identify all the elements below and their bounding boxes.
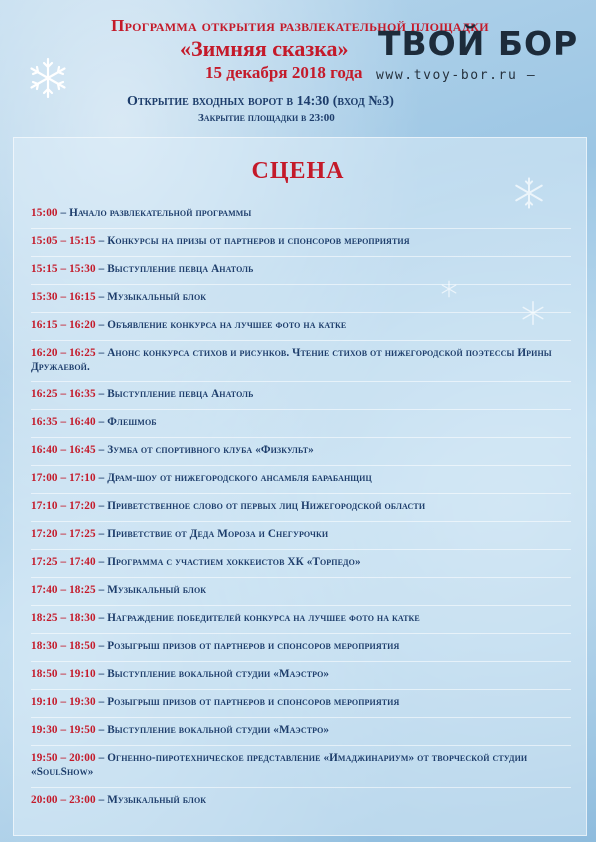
divider xyxy=(31,465,571,466)
schedule-time: 16:40 – 16:45 xyxy=(31,444,96,456)
schedule-separator: – xyxy=(95,444,108,456)
schedule-time: 19:10 – 19:30 xyxy=(31,696,96,708)
schedule-item xyxy=(31,319,571,333)
schedule-separator: – xyxy=(95,556,108,568)
schedule-separator: – xyxy=(95,416,108,428)
schedule-description: Музыкальный блок xyxy=(107,794,207,806)
divider xyxy=(31,381,571,382)
schedule-item xyxy=(31,388,571,402)
divider xyxy=(31,312,571,313)
schedule-separator: – xyxy=(95,724,108,736)
schedule-description: Драм-шоу от нижегородского ансамбля барабанщиц xyxy=(107,472,372,484)
divider xyxy=(31,605,571,606)
schedule-separator: – xyxy=(95,472,108,484)
divider xyxy=(31,689,571,690)
schedule-item xyxy=(31,794,571,808)
gate-opening-time: Открытие входных ворот в 14:30 (вход №3) xyxy=(127,94,394,109)
schedule-description: Розыгрыш призов от партнеров и спонсоров мероприятия xyxy=(107,696,400,708)
schedule-description: Музыкальный блок xyxy=(107,291,207,303)
schedule-time: 16:25 – 16:35 xyxy=(31,388,96,400)
schedule-separator: – xyxy=(57,207,70,219)
divider xyxy=(31,340,571,341)
schedule-separator: – xyxy=(95,319,108,331)
schedule-item xyxy=(31,207,571,221)
schedule-description: Объявление конкурса на лучшее фото на катке xyxy=(107,319,347,331)
schedule-item xyxy=(31,696,571,710)
schedule-item xyxy=(31,235,571,249)
schedule-description: Выступление певца Анатоль xyxy=(107,263,254,275)
schedule-time: 17:40 – 18:25 xyxy=(31,584,96,596)
schedule-description: Начало развлекательной программы xyxy=(69,207,252,219)
schedule-separator: – xyxy=(95,668,108,680)
program-title: Программа открытия развлекательной площадки xyxy=(111,16,489,35)
divider xyxy=(31,493,571,494)
schedule-separator: – xyxy=(95,612,108,624)
schedule-time: 20:00 – 23:00 xyxy=(31,794,96,806)
schedule-description: Розыгрыш призов от партнеров и спонсоров мероприятия xyxy=(107,640,400,652)
schedule-time: 18:30 – 18:50 xyxy=(31,640,96,652)
schedule-separator: – xyxy=(95,696,108,708)
schedule-description: Зумба от спортивного клуба «Физкульт» xyxy=(107,444,314,456)
schedule-description: Приветствие от Деда Мороза и Снегурочки xyxy=(107,528,329,540)
schedule-description: Флешмоб xyxy=(107,416,157,428)
schedule-description: Выступление певца Анатоль xyxy=(107,388,254,400)
schedule-description: Выступление вокальной студии «Маэстро» xyxy=(107,668,330,680)
divider xyxy=(31,284,571,285)
schedule-item xyxy=(31,724,571,738)
divider xyxy=(31,521,571,522)
schedule-separator: – xyxy=(95,388,108,400)
schedule-item xyxy=(31,472,571,486)
logo: ТВОЙ БОР xyxy=(378,24,579,63)
closing-time: Закрытие площадки в 23:00 xyxy=(198,112,335,124)
schedule-time: 17:10 – 17:20 xyxy=(31,500,96,512)
schedule-time: 15:15 – 15:30 xyxy=(31,263,96,275)
schedule-separator: – xyxy=(95,291,108,303)
schedule-separator: – xyxy=(95,263,108,275)
schedule-time: 15:30 – 16:15 xyxy=(31,291,96,303)
schedule-time: 16:35 – 16:40 xyxy=(31,416,96,428)
schedule-item xyxy=(31,640,571,654)
schedule-separator: – xyxy=(95,347,108,359)
schedule-item xyxy=(31,556,571,570)
schedule-item xyxy=(31,752,571,779)
schedule-separator: – xyxy=(95,584,108,596)
divider xyxy=(31,717,571,718)
schedule-description: Анонс конкурса стихов и рисунков. Чтение стихов от нижегородской поэтессы Ирины Дружаевой. xyxy=(31,347,552,373)
schedule-item xyxy=(31,500,571,514)
schedule-time: 19:30 – 19:50 xyxy=(31,724,96,736)
divider xyxy=(31,745,571,746)
schedule-item xyxy=(31,528,571,542)
schedule-item xyxy=(31,668,571,682)
divider xyxy=(31,228,571,229)
snowflake-icon xyxy=(26,56,70,100)
schedule-time: 17:20 – 17:25 xyxy=(31,528,96,540)
schedule-description: Выступление вокальной студии «Маэстро» xyxy=(107,724,330,736)
divider xyxy=(31,577,571,578)
schedule-item xyxy=(31,584,571,598)
schedule-separator: – xyxy=(95,528,108,540)
divider xyxy=(31,787,571,788)
divider xyxy=(31,549,571,550)
schedule-time: 15:05 – 15:15 xyxy=(31,235,96,247)
event-date: 15 декабря 2018 года xyxy=(205,63,363,82)
schedule-time: 16:15 – 16:20 xyxy=(31,319,96,331)
schedule-item xyxy=(31,416,571,430)
schedule-time: 17:25 – 17:40 xyxy=(31,556,96,568)
divider xyxy=(31,633,571,634)
schedule-time: 16:20 – 16:25 xyxy=(31,347,96,359)
divider xyxy=(31,256,571,257)
schedule-item xyxy=(31,612,571,626)
divider xyxy=(31,409,571,410)
schedule-item xyxy=(31,444,571,458)
schedule-time: 18:25 – 18:30 xyxy=(31,612,96,624)
schedule-description: Приветственное слово от первых лиц Нижегородской области xyxy=(107,500,426,512)
schedule-separator: – xyxy=(95,752,108,764)
schedule-description: Награждение победителей конкурса на лучшее фото на катке xyxy=(107,612,420,624)
schedule-description: Огненно-пиротехническое представление «Имаджинариум» от творческой студии «SoulShow» xyxy=(31,752,528,778)
schedule-separator: – xyxy=(95,235,108,247)
schedule-separator: – xyxy=(95,500,108,512)
schedule-description: Конкурсы на призы от партнеров и спонсоров мероприятия xyxy=(107,235,410,247)
schedule-time: 19:50 – 20:00 xyxy=(31,752,96,764)
schedule-item xyxy=(31,291,571,305)
schedule-time: 18:50 – 19:10 xyxy=(31,668,96,680)
schedule-item xyxy=(31,263,571,277)
schedule-separator: – xyxy=(95,640,108,652)
stage-title: СЦЕНА xyxy=(251,158,345,184)
schedule-time: 15:00 xyxy=(31,207,58,219)
schedule-separator: – xyxy=(95,794,108,806)
schedule-description: Музыкальный блок xyxy=(107,584,207,596)
header xyxy=(0,0,596,130)
logo-url: www.tvoy-bor.ru – xyxy=(376,68,537,83)
divider xyxy=(31,437,571,438)
schedule-description: Программа с участием хоккеистов ХК «Торпедо» xyxy=(107,556,361,568)
schedule-time: 17:00 – 17:10 xyxy=(31,472,96,484)
schedule-item xyxy=(31,347,571,374)
event-name: «Зимняя сказка» xyxy=(180,36,349,61)
divider xyxy=(31,661,571,662)
